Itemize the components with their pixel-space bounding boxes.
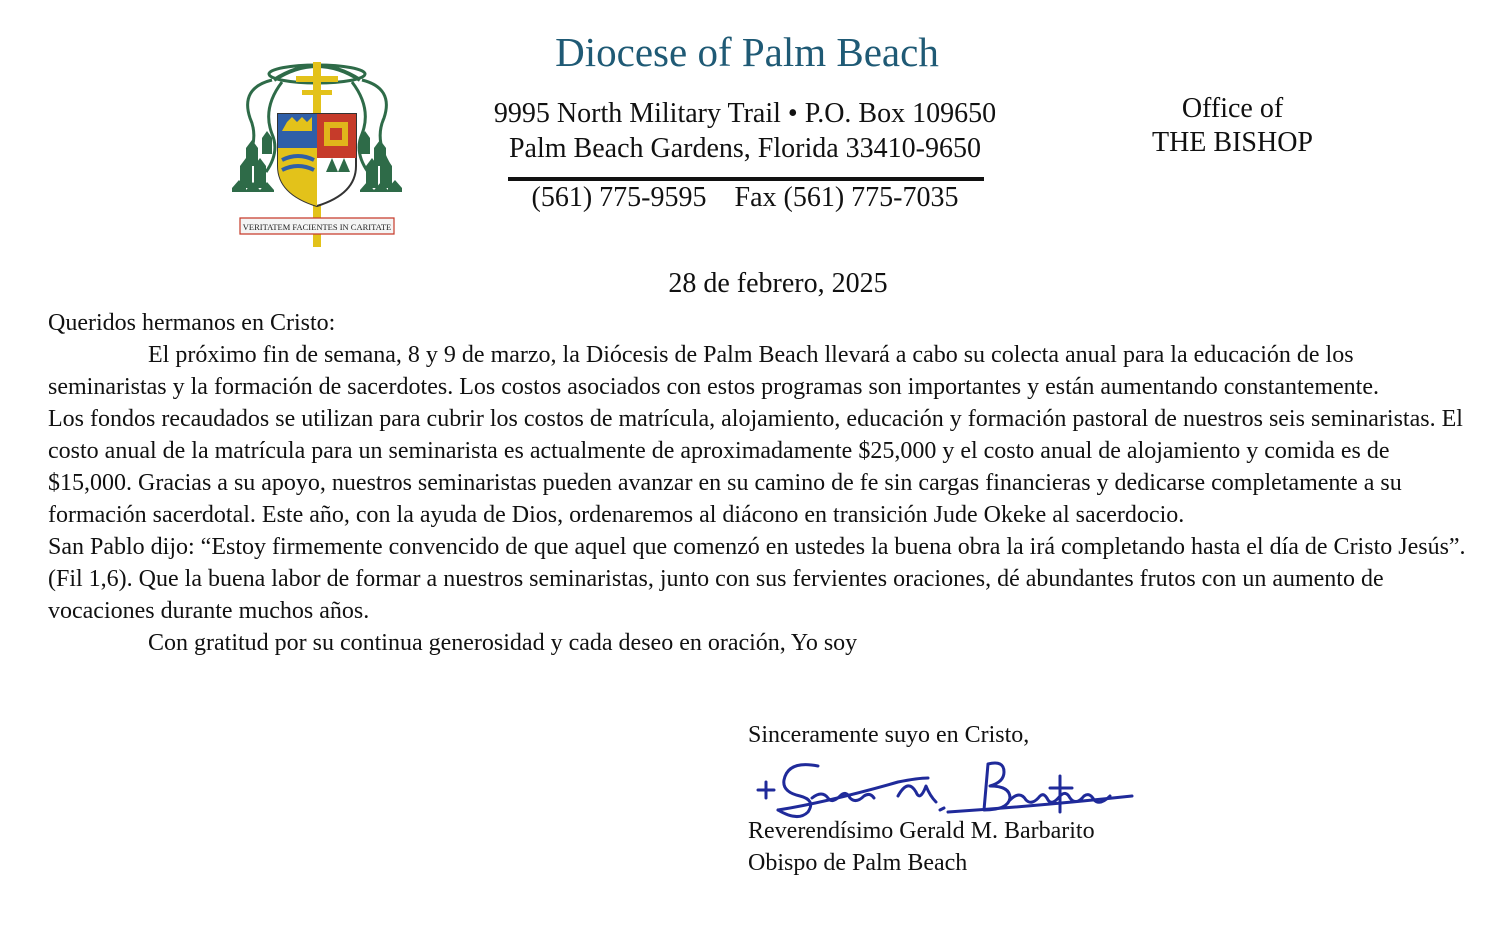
- paragraph-funds: Los fondos recaudados se utilizan para cubrir los costos de matrícula, alojamiento, educación y formación pastoral de nuestros seis seminaristas. El costo anual de la matrícula para un seminarista es actualmente de aproximadamente $25,000 y el costo anual de alojamiento y comida es de $15,000. Gracias a su apoyo, nuestros seminaristas pueden avanzar en su camino de fe sin cargas financieras y dedicarse completamente a su formación sacerdotal. Este año, con la ayuda de Dios, ordenaremos al diácono en transición Jude Okeke al sacerdocio.: [48, 406, 1463, 528]
- diocese-title: Diocese of Palm Beach: [555, 29, 939, 75]
- paragraph-scripture: San Pablo dijo: “Estoy firmemente convencido de que aquel que comenzó en ustedes la buena obra la irá completando hasta el día de Cristo Jesús”. (Fil 1,6). Que la buena labor de formar a nuestros seminaristas, junto con sus fervientes oraciones, dé abundantes frutos con un aumento de vocaciones durante muchos años.: [48, 534, 1466, 624]
- paragraph-intro: El próximo fin de semana, 8 y 9 de marzo, la Diócesis de Palm Beach llevará a cabo su colecta anual para la educación de los seminaristas y la formación de sacerdotes. Los costos asociados con estos programas son importantes y están aumentando constantemente.: [48, 342, 1379, 400]
- address-block: [445, 96, 1045, 166]
- closing: Sinceramente suyo en Cristo,: [748, 722, 1030, 748]
- office-block: [1110, 92, 1355, 160]
- address-line-1: 9995 North Military Trail • P.O. Box 109650: [493, 98, 997, 129]
- signer-block: [748, 815, 1095, 879]
- header-divider: [508, 177, 984, 181]
- signer-title: Obispo de Palm Beach: [748, 850, 968, 876]
- coat-of-arms-icon: [232, 48, 402, 248]
- office-line-2: THE BISHOP: [1151, 127, 1313, 158]
- salutation: Queridos hermanos en Cristo:: [48, 310, 336, 336]
- letter-body: [48, 307, 1468, 659]
- signer-name: Reverendísimo Gerald M. Barbarito: [748, 818, 1095, 844]
- letterhead: [0, 0, 1500, 260]
- fax-number: Fax (561) 775-7035: [734, 182, 959, 213]
- phone-number: (561) 775-9595: [531, 182, 707, 213]
- address-line-2: Palm Beach Gardens, Florida 33410-9650: [508, 133, 982, 164]
- letter-date: 28 de febrero, 2025: [668, 268, 888, 299]
- contact-line: [480, 182, 1010, 214]
- office-line-1: Office of: [1181, 93, 1284, 124]
- paragraph-gratitude: Con gratitud por su continua generosidad y cada deseo en oración, Yo soy: [148, 630, 858, 656]
- crest-motto: VERITATEM FACIENTES IN CARITATE: [242, 222, 392, 232]
